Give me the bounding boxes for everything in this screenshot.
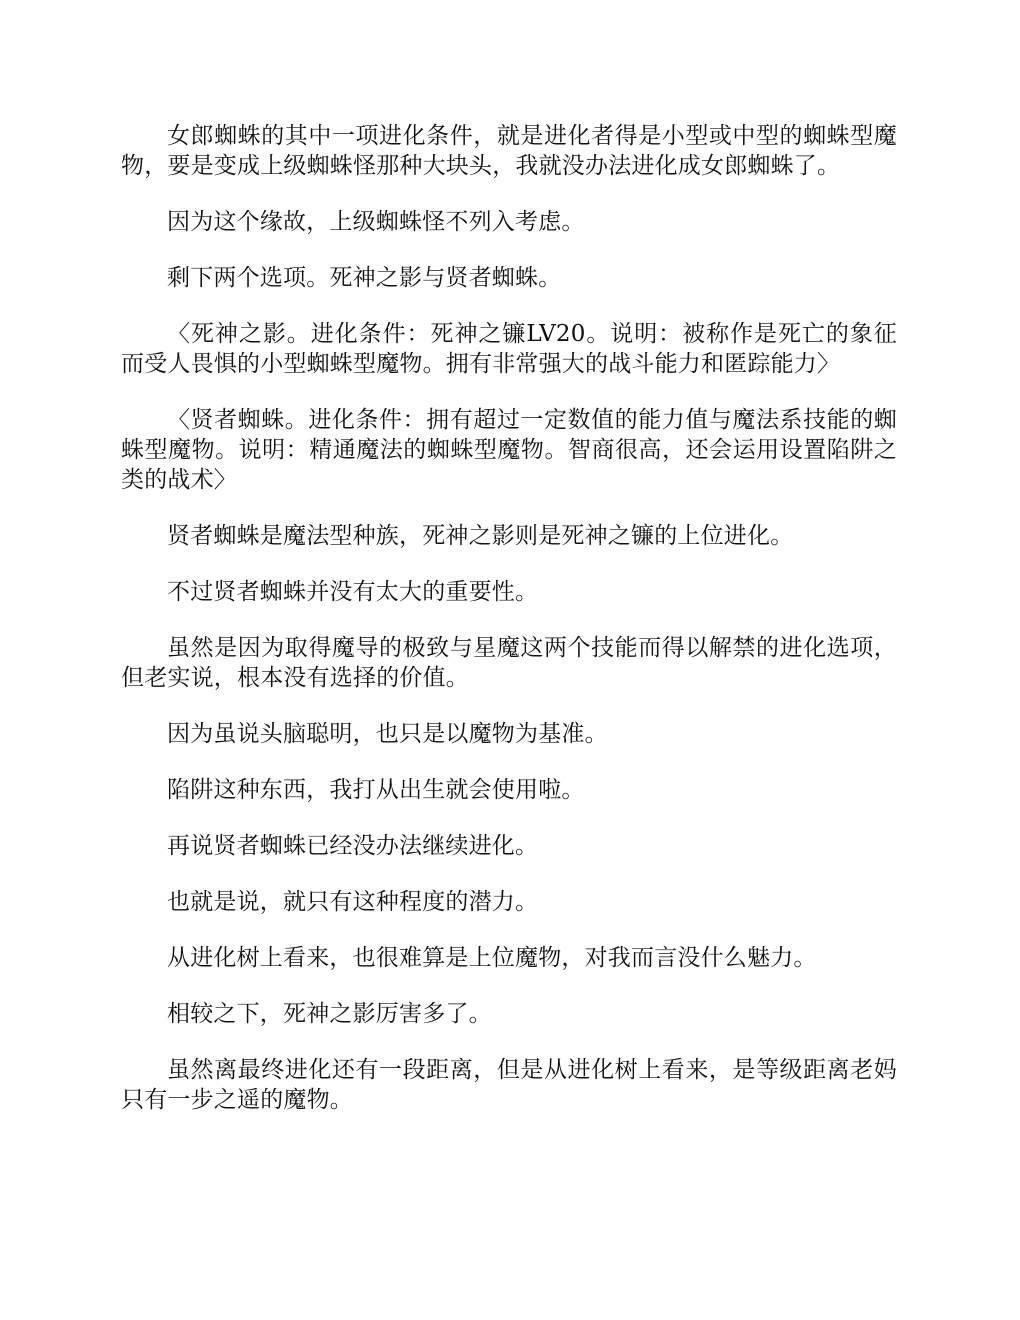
paragraph-7: 不过贤者蜘蛛并没有太大的重要性。	[167, 579, 539, 605]
paragraph-15: 虽然离最终进化还有一段距离，但是从进化树上看来，是等级距离老妈只有一步之遥的魔物。	[121, 1057, 897, 1113]
paragraph-10: 陷阱这种东西，我打从出生就会使用啦。	[167, 777, 585, 803]
paragraph-5: 〈贤者蜘蛛。进化条件：拥有超过一定数值的能力值与魔法系技能的蜘蛛型魔物。说明：精通魔法的蜘蛛型魔物。智商很高，还会运用设置陷阱之类的战术〉	[121, 407, 897, 493]
paragraph-9: 因为虽说头脑聪明，也只是以魔物为基准。	[167, 721, 608, 747]
paragraph-14: 相较之下，死神之影厉害多了。	[167, 1001, 492, 1027]
paragraph-2: 因为这个缘故，上级蜘蛛怪不列入考虑。	[167, 209, 585, 235]
paragraph-3: 剩下两个选项。死神之影与贤者蜘蛛。	[167, 265, 562, 291]
paragraph-11: 再说贤者蜘蛛已经没办法继续进化。	[167, 833, 539, 859]
paragraph-12: 也就是说，就只有这种程度的潜力。	[167, 889, 539, 915]
document-page	[121, 121, 897, 1141]
paragraph-1: 女郎蜘蛛的其中一项进化条件，就是进化者得是小型或中型的蜘蛛型魔物，要是变成上级蜘蛛怪那种大块头，我就没办法进化成女郎蜘蛛了。	[121, 123, 897, 179]
paragraph-13: 从进化树上看来，也很难算是上位魔物，对我而言没什么魅力。	[167, 945, 817, 971]
paragraph-4: 〈死神之影。进化条件：死神之镰LV20。说明：被称作是死亡的象征而受人畏惧的小型蜘蛛型魔物。拥有非常强大的战斗能力和匿踪能力〉	[121, 321, 897, 377]
paragraph-6: 贤者蜘蛛是魔法型种族，死神之影则是死神之镰的上位进化。	[167, 523, 794, 549]
paragraph-8: 虽然是因为取得魔导的极致与星魔这两个技能而得以解禁的进化选项，但老实说，根本没有选择的价值。	[121, 635, 897, 691]
